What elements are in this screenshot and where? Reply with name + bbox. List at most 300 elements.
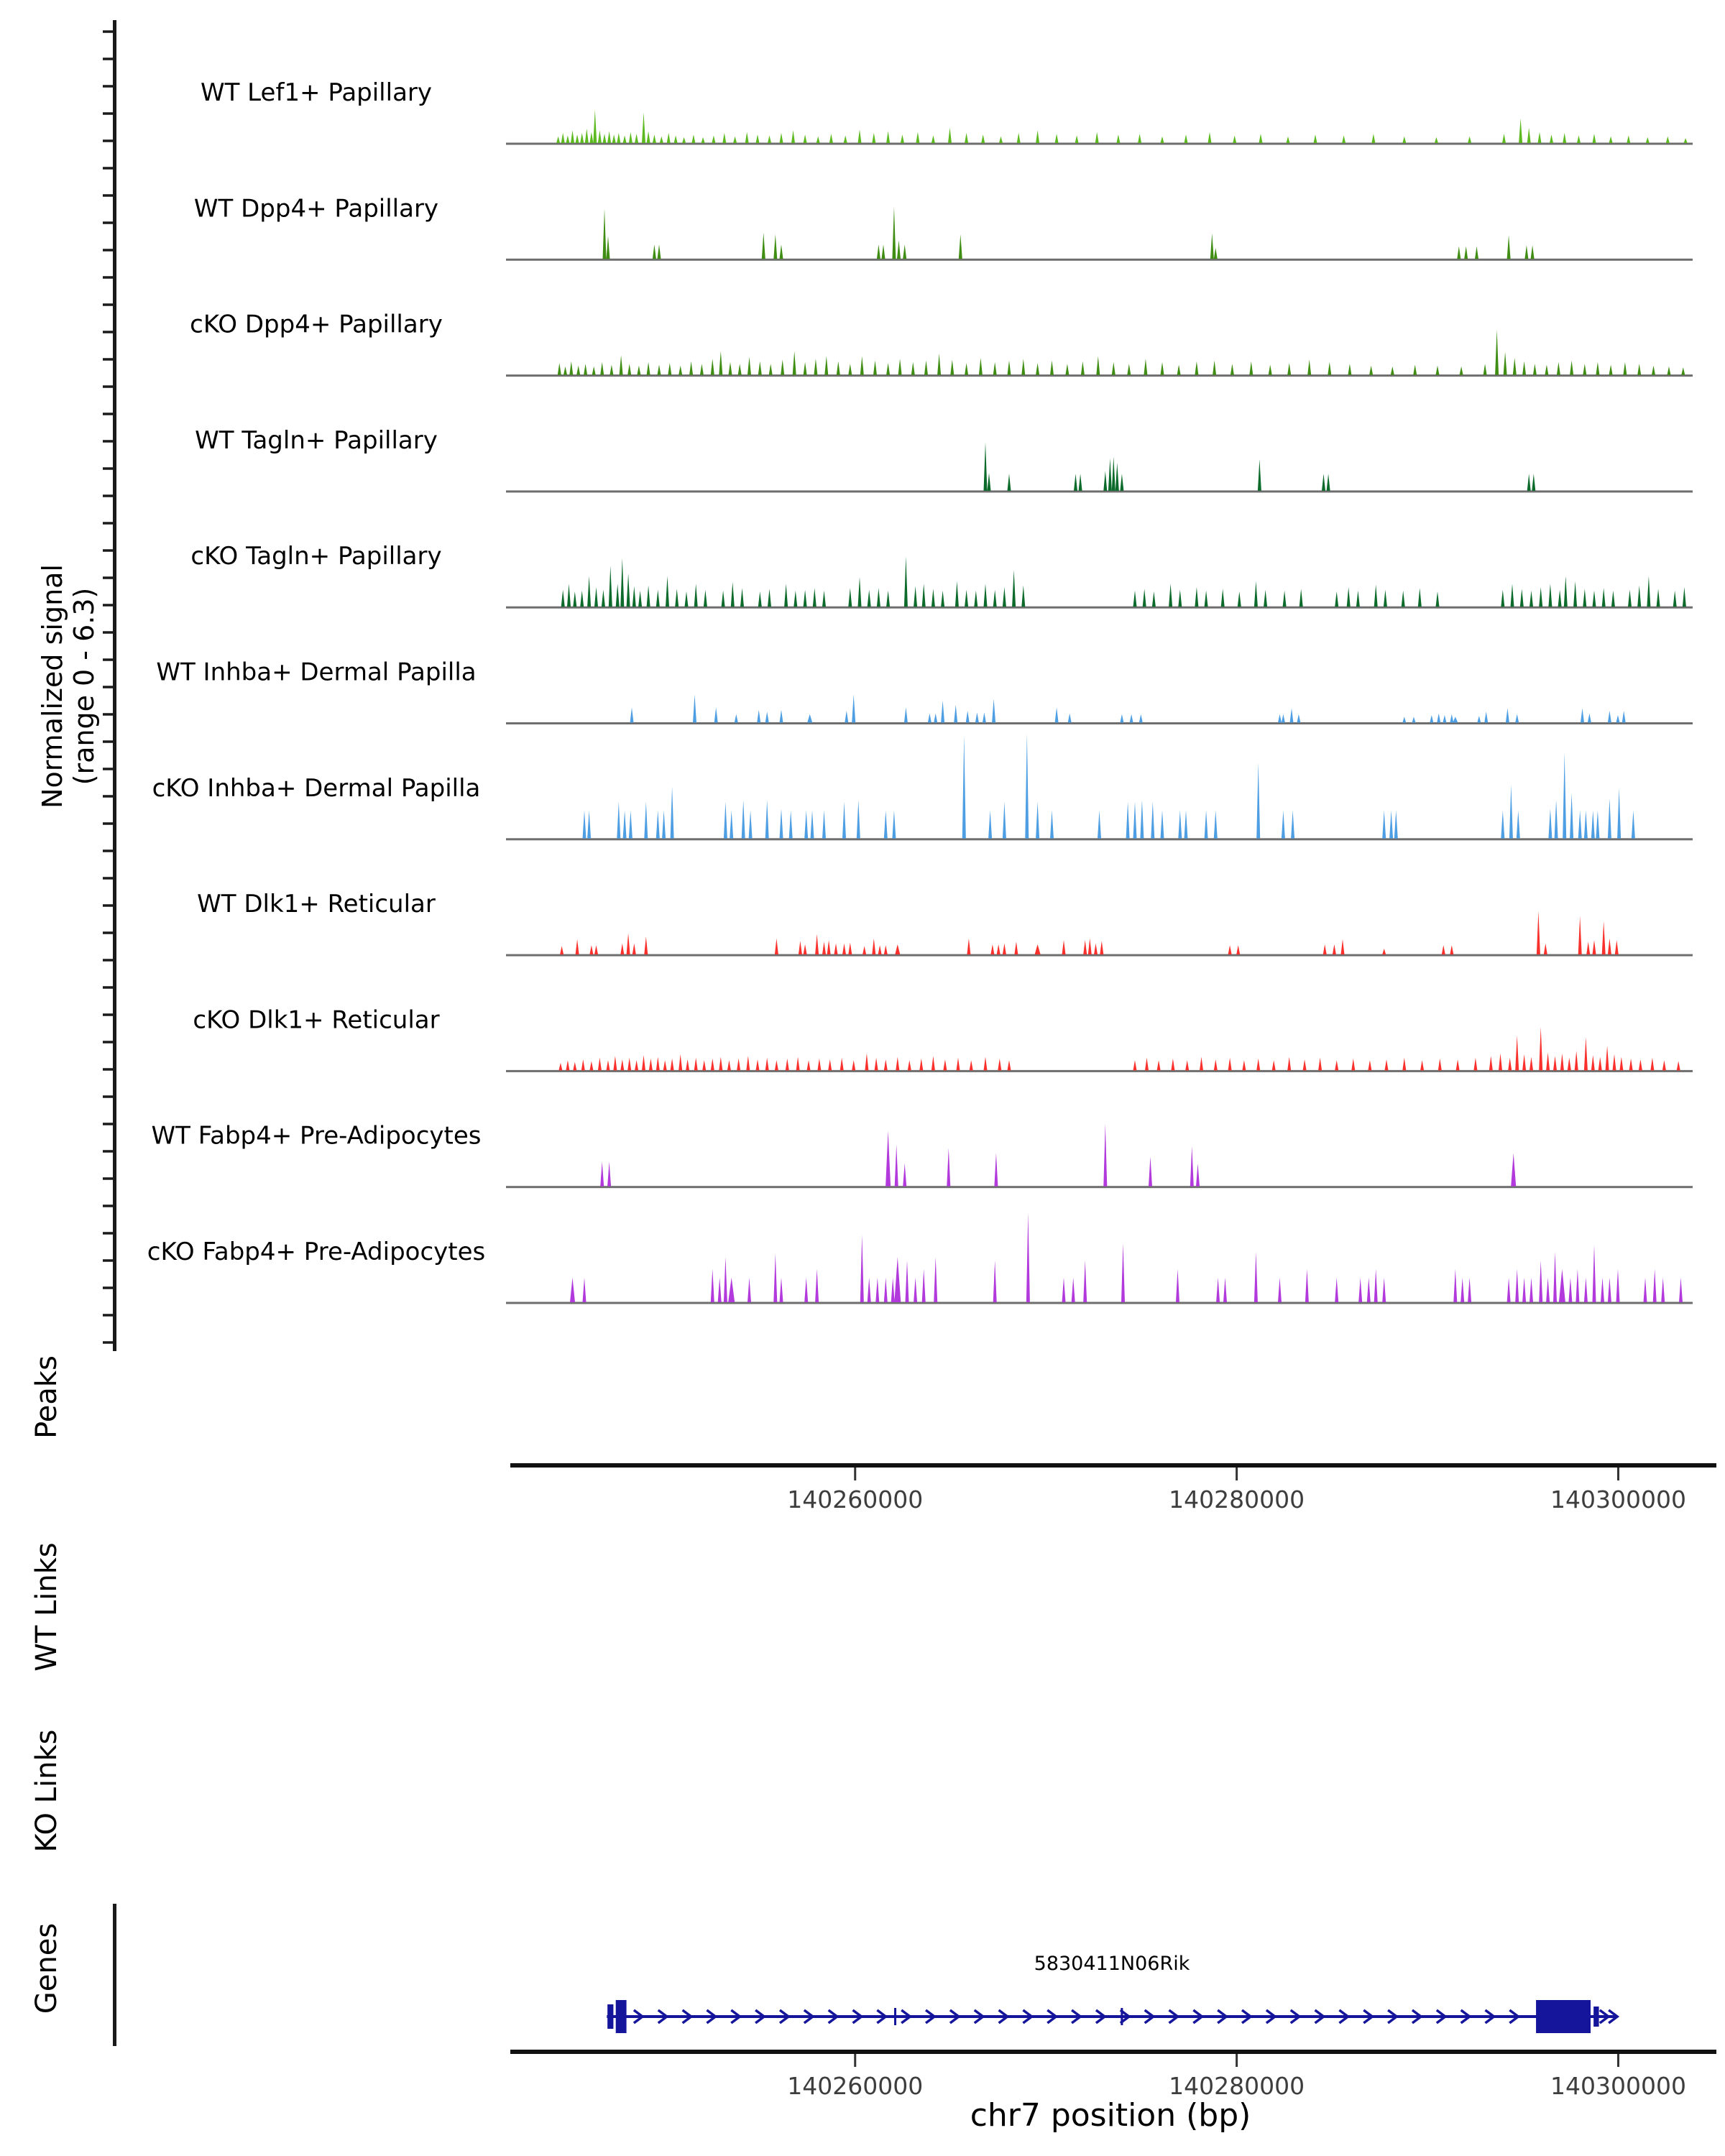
signal-peak bbox=[1305, 1269, 1309, 1302]
signal-peak bbox=[993, 590, 997, 607]
signal-peak bbox=[1544, 944, 1547, 954]
signal-peak bbox=[1079, 474, 1082, 491]
signal-peak bbox=[1530, 1057, 1533, 1071]
signal-peak bbox=[1588, 714, 1591, 723]
signal-peak bbox=[649, 1059, 653, 1071]
signal-peak bbox=[1666, 137, 1670, 143]
signal-peak bbox=[1436, 366, 1440, 375]
signal-peak bbox=[1036, 130, 1039, 143]
signal-peak bbox=[762, 233, 765, 259]
section-label-ko-links: KO Links bbox=[30, 1729, 63, 1853]
signal-peak bbox=[941, 591, 944, 607]
gene-exon-tick bbox=[894, 2008, 896, 2025]
signal-peak bbox=[731, 582, 735, 607]
signal-peak bbox=[1036, 802, 1039, 839]
signal-peak bbox=[1557, 362, 1560, 375]
signal-peak bbox=[848, 943, 852, 955]
signal-peak bbox=[620, 1059, 624, 1070]
signal-peak bbox=[934, 1257, 937, 1302]
signal-peak bbox=[804, 1278, 808, 1302]
signal-peak bbox=[784, 584, 788, 607]
signal-peak bbox=[988, 473, 991, 491]
signal-peak bbox=[1095, 132, 1099, 143]
signal-peak bbox=[1074, 474, 1077, 491]
signal-peak bbox=[780, 808, 783, 839]
signal-peak bbox=[892, 207, 896, 259]
signal-peak bbox=[1546, 1278, 1550, 1302]
signal-peak bbox=[1581, 709, 1584, 723]
signal-peak bbox=[1382, 1278, 1386, 1302]
signal-peak bbox=[872, 939, 875, 954]
signal-peak bbox=[700, 364, 704, 374]
signal-peak bbox=[1177, 365, 1181, 375]
signal-peak bbox=[735, 714, 738, 723]
signal-peak bbox=[1527, 128, 1531, 143]
signal-peak bbox=[1637, 364, 1641, 374]
signal-peak bbox=[714, 707, 718, 722]
signal-peak bbox=[882, 244, 886, 259]
signal-peak bbox=[656, 590, 660, 607]
signal-peak bbox=[848, 364, 852, 374]
signal-peak bbox=[858, 577, 862, 607]
signal-peak bbox=[852, 1060, 855, 1070]
signal-peak bbox=[1098, 811, 1101, 839]
signal-peak bbox=[742, 800, 745, 838]
signal-peak bbox=[1017, 133, 1021, 143]
signal-peak bbox=[567, 584, 571, 607]
signal-peak bbox=[1473, 1058, 1477, 1071]
signal-peak bbox=[884, 811, 888, 839]
x-axis bbox=[510, 2050, 1716, 2100]
signal-peak bbox=[962, 735, 966, 839]
signal-peak bbox=[919, 1059, 923, 1071]
signal-peak bbox=[1003, 802, 1006, 839]
signal-peak bbox=[1611, 591, 1615, 607]
signal-peak bbox=[1418, 588, 1422, 607]
track-label: WT Dpp4+ Papillary bbox=[193, 194, 439, 224]
signal-peak bbox=[1515, 714, 1519, 723]
signal-peak bbox=[668, 363, 671, 374]
signal-peak bbox=[922, 1269, 926, 1302]
signal-peak bbox=[694, 584, 698, 607]
signal-peak bbox=[1522, 1054, 1526, 1070]
signal-peak bbox=[623, 811, 627, 839]
signal-peak bbox=[1545, 365, 1548, 375]
x-axis-title: chr7 position (bp) bbox=[970, 2097, 1251, 2134]
signal-peak bbox=[984, 584, 988, 607]
signal-peak bbox=[1437, 714, 1440, 723]
signal-peak bbox=[1609, 365, 1613, 375]
signal-peak bbox=[1264, 590, 1267, 607]
signal-peak bbox=[842, 944, 846, 954]
signal-peak bbox=[635, 134, 638, 143]
signal-peak bbox=[1008, 361, 1011, 375]
signal-peak bbox=[666, 576, 669, 607]
signal-peak bbox=[898, 359, 902, 374]
signal-peak bbox=[660, 137, 663, 143]
signal-peak bbox=[758, 591, 762, 607]
signal-peak bbox=[804, 134, 807, 143]
signal-peak bbox=[1133, 591, 1137, 607]
signal-peak bbox=[1328, 362, 1331, 375]
signal-peak bbox=[1287, 363, 1291, 374]
signal-peak bbox=[906, 1261, 909, 1302]
signal-peak bbox=[1120, 714, 1123, 723]
axis-tick-label: 140300000 bbox=[1550, 1485, 1686, 1514]
signal-peak bbox=[600, 1161, 604, 1186]
signal-peak bbox=[1646, 137, 1650, 143]
signal-peak bbox=[1583, 364, 1586, 374]
signal-peak bbox=[566, 1060, 569, 1070]
signal-peak bbox=[627, 934, 630, 955]
signal-peak bbox=[1615, 940, 1619, 954]
signal-peak bbox=[773, 234, 777, 259]
signal-peak bbox=[1616, 715, 1620, 723]
signal-peak bbox=[829, 134, 833, 143]
signal-peak bbox=[653, 244, 656, 259]
signal-peak bbox=[617, 133, 620, 143]
signal-peak bbox=[1300, 589, 1303, 607]
signal-peak bbox=[1661, 1278, 1665, 1302]
signal-peak bbox=[674, 136, 678, 144]
signal-peak bbox=[607, 1161, 611, 1186]
signal-peak bbox=[1205, 811, 1208, 839]
signal-peak bbox=[635, 1060, 638, 1070]
signal-peak bbox=[1072, 1278, 1075, 1302]
signal-peak bbox=[1456, 1059, 1460, 1070]
signal-peak bbox=[1657, 589, 1660, 607]
signal-peak bbox=[686, 1059, 689, 1070]
signal-peak bbox=[872, 133, 875, 143]
signal-peak bbox=[998, 1059, 1001, 1071]
signal-peak bbox=[1684, 138, 1688, 143]
signal-peak bbox=[637, 366, 640, 375]
signal-peak bbox=[928, 714, 932, 723]
signal-peak bbox=[1560, 1054, 1564, 1071]
signal-peak bbox=[1570, 793, 1573, 839]
signal-peak bbox=[1112, 457, 1116, 491]
signal-peak bbox=[580, 133, 584, 143]
signal-peak bbox=[807, 714, 812, 723]
signal-peak bbox=[804, 362, 807, 375]
signal-peak bbox=[1533, 364, 1537, 374]
signal-peak bbox=[1602, 588, 1606, 607]
track-baseline bbox=[506, 490, 1693, 492]
signal-peak bbox=[1278, 1278, 1282, 1302]
signal-peak bbox=[1593, 940, 1596, 954]
signal-peak bbox=[644, 936, 648, 954]
signal-peak bbox=[1297, 714, 1300, 723]
signal-peak bbox=[1583, 589, 1586, 607]
signal-peak bbox=[1121, 1243, 1125, 1302]
signal-peak bbox=[598, 130, 602, 143]
signal-peak bbox=[1539, 1027, 1542, 1071]
signal-peak bbox=[1653, 1269, 1657, 1302]
signal-peak bbox=[627, 1058, 631, 1071]
signal-peak bbox=[589, 132, 593, 143]
signal-peak bbox=[943, 1059, 947, 1070]
signal-peak bbox=[593, 110, 597, 143]
signal-peak bbox=[965, 363, 968, 374]
signal-peak bbox=[886, 132, 890, 144]
signal-peak bbox=[1335, 1278, 1338, 1302]
track-label: WT Tagln+ Papillary bbox=[195, 425, 438, 455]
signal-peak bbox=[594, 587, 598, 607]
signal-peak bbox=[1184, 134, 1188, 143]
signal-peak bbox=[1647, 576, 1650, 607]
signal-peak bbox=[733, 137, 737, 143]
signal-peak bbox=[1608, 1278, 1611, 1302]
signal-peak bbox=[842, 802, 846, 839]
signal-peak bbox=[1546, 1053, 1550, 1071]
axis-tick-label: 140260000 bbox=[787, 1485, 924, 1514]
signal-peak bbox=[1450, 945, 1453, 954]
signal-peak bbox=[904, 707, 908, 722]
signal-peak bbox=[671, 786, 674, 838]
signal-peak bbox=[756, 134, 760, 143]
signal-peak bbox=[895, 944, 900, 954]
signal-peak bbox=[1438, 1059, 1442, 1071]
signal-peak bbox=[916, 132, 919, 143]
gene-model bbox=[607, 2000, 1617, 2033]
signal-peak bbox=[1578, 811, 1582, 839]
signal-peak bbox=[1511, 584, 1514, 607]
signal-peak bbox=[988, 811, 992, 839]
signal-peak bbox=[1088, 939, 1092, 954]
signal-peak bbox=[1221, 589, 1225, 607]
signal-peak bbox=[993, 1261, 997, 1302]
signal-peak bbox=[966, 711, 970, 723]
signal-peak bbox=[576, 134, 579, 143]
signal-peak bbox=[632, 586, 636, 607]
signal-peak bbox=[1116, 134, 1120, 143]
signal-peak bbox=[807, 1060, 811, 1070]
signal-peak bbox=[1096, 356, 1100, 375]
signal-peak bbox=[1515, 1269, 1519, 1302]
signal-peak bbox=[728, 1278, 735, 1302]
signal-peak bbox=[1382, 811, 1386, 839]
gene-exon bbox=[607, 2004, 613, 2029]
signal-peak bbox=[667, 133, 671, 143]
signal-peak bbox=[1575, 1051, 1578, 1070]
signal-peak bbox=[828, 1059, 832, 1070]
track-baseline bbox=[506, 259, 1693, 261]
signal-peak bbox=[1094, 944, 1098, 954]
signal-peak bbox=[914, 1278, 917, 1302]
signal-peak bbox=[702, 1060, 706, 1070]
signal-peak bbox=[1593, 1245, 1596, 1303]
signal-peak bbox=[769, 364, 773, 374]
signal-peak bbox=[1598, 1057, 1602, 1071]
y-axis-label-line1: Normalized signal bbox=[37, 564, 68, 808]
signal-peak bbox=[908, 1060, 911, 1070]
signal-peak bbox=[1081, 361, 1085, 375]
signal-peak bbox=[724, 802, 727, 839]
signal-peak bbox=[1679, 1278, 1683, 1302]
signal-peak bbox=[824, 356, 828, 375]
signal-peak bbox=[1130, 714, 1133, 723]
signal-peak bbox=[1430, 715, 1433, 723]
signal-peak bbox=[1539, 587, 1542, 607]
signal-peak bbox=[1254, 1252, 1258, 1302]
signal-peak bbox=[796, 1057, 800, 1071]
signal-peak bbox=[1531, 245, 1535, 259]
signal-peak bbox=[1347, 587, 1351, 607]
signal-peak bbox=[1133, 802, 1137, 839]
signal-peak bbox=[804, 811, 808, 839]
signal-track bbox=[201, 78, 1693, 145]
signal-peak bbox=[1382, 949, 1386, 954]
signal-peak bbox=[1420, 1060, 1424, 1070]
gene-exon bbox=[616, 2000, 627, 2033]
signal-peak bbox=[1507, 1278, 1511, 1302]
signal-peak bbox=[617, 802, 620, 839]
signal-peak bbox=[773, 1253, 777, 1302]
signal-peak bbox=[903, 1164, 906, 1187]
signal-peak bbox=[1213, 361, 1216, 375]
signal-peak bbox=[1644, 1278, 1647, 1302]
peaks-axis bbox=[510, 1463, 1716, 1514]
signal-track bbox=[193, 1005, 1693, 1072]
signal-peak bbox=[1550, 134, 1553, 143]
signal-peak bbox=[749, 811, 753, 839]
signal-peak bbox=[573, 591, 576, 607]
signal-peak bbox=[1100, 941, 1103, 954]
signal-peak bbox=[993, 362, 997, 375]
signal-peak bbox=[603, 208, 607, 259]
signal-peak bbox=[620, 944, 624, 954]
signal-peak bbox=[600, 362, 604, 375]
signal-peak bbox=[1214, 248, 1218, 259]
signal-peak bbox=[768, 589, 771, 607]
signal-peak bbox=[1519, 119, 1522, 143]
signal-peak bbox=[1126, 802, 1130, 839]
signal-peak bbox=[627, 573, 630, 607]
signal-peak bbox=[607, 236, 610, 259]
signal-peak bbox=[1577, 136, 1581, 144]
axis-tick-label: 140280000 bbox=[1169, 2072, 1305, 2100]
signal-peak bbox=[1453, 717, 1458, 722]
signal-peak bbox=[1475, 247, 1478, 259]
signal-peak bbox=[1145, 1058, 1149, 1071]
signal-peak bbox=[781, 359, 784, 374]
signal-peak bbox=[1477, 716, 1481, 722]
signal-peak bbox=[1673, 591, 1677, 607]
signal-peak bbox=[675, 589, 678, 607]
signal-peak bbox=[569, 361, 573, 375]
signal-peak bbox=[662, 811, 666, 839]
signal-peak bbox=[1003, 587, 1006, 607]
signal-peak bbox=[891, 1278, 895, 1302]
signal-peak bbox=[1558, 590, 1562, 607]
signal-peak bbox=[1358, 1278, 1362, 1302]
signal-peak bbox=[892, 811, 896, 839]
signal-peak bbox=[1008, 474, 1011, 491]
signal-peak bbox=[745, 132, 749, 143]
signal-peak bbox=[1389, 811, 1393, 839]
signal-peak bbox=[1384, 590, 1387, 607]
signal-peak bbox=[727, 1060, 731, 1070]
signal-peak bbox=[587, 811, 591, 839]
signal-peak bbox=[1021, 586, 1025, 607]
signal-peak bbox=[992, 699, 995, 722]
signal-peak bbox=[1228, 1058, 1232, 1071]
signal-peak bbox=[845, 711, 848, 723]
signal-peak bbox=[1314, 134, 1317, 143]
signal-peak bbox=[1513, 358, 1517, 375]
signal-peak bbox=[576, 366, 580, 375]
signal-peak bbox=[1214, 811, 1218, 839]
signal-peak bbox=[1083, 1261, 1087, 1302]
signal-peak bbox=[1453, 1269, 1457, 1302]
track-label: cKO Inhba+ Dermal Papilla bbox=[152, 773, 481, 803]
signal-peak bbox=[1548, 584, 1552, 607]
signal-peak bbox=[1120, 474, 1123, 491]
signal-peak bbox=[1008, 1060, 1011, 1070]
signal-track bbox=[197, 890, 1693, 957]
signal-peak bbox=[1151, 802, 1154, 839]
signal-peak bbox=[740, 588, 744, 607]
signal-peak bbox=[1484, 711, 1488, 722]
signal-peak bbox=[1460, 1278, 1464, 1302]
signal-peak bbox=[1619, 1057, 1623, 1071]
signal-peak bbox=[594, 945, 598, 954]
signal-peak bbox=[583, 1278, 586, 1302]
signal-peak bbox=[1014, 941, 1018, 954]
signal-peak bbox=[1200, 1057, 1203, 1071]
signal-peak bbox=[1062, 1278, 1066, 1302]
signal-peak bbox=[1538, 132, 1542, 143]
signal-track bbox=[156, 658, 1693, 725]
signal-peak bbox=[1623, 362, 1627, 375]
signal-peak bbox=[1555, 800, 1558, 838]
signal-peak bbox=[1508, 1058, 1512, 1071]
signal-peak bbox=[702, 137, 705, 143]
signal-peak bbox=[947, 1148, 950, 1186]
section-label-wt-links: WT Links bbox=[30, 1542, 63, 1672]
signal-peak bbox=[875, 1278, 879, 1302]
axis-tick-label: 140260000 bbox=[787, 2072, 924, 2100]
signal-peak bbox=[685, 591, 689, 607]
signal-peak bbox=[780, 1278, 783, 1302]
signal-peak bbox=[1506, 709, 1509, 723]
signal-peak bbox=[765, 800, 769, 838]
signal-peak bbox=[1368, 1060, 1371, 1070]
signal-peak bbox=[896, 1057, 899, 1071]
signal-peak bbox=[860, 1235, 864, 1302]
signal-peak bbox=[1335, 1060, 1338, 1070]
signal-peak bbox=[647, 362, 650, 375]
signal-peak bbox=[1184, 811, 1188, 839]
y-axis-label-line2: (range 0 - 6.3) bbox=[68, 587, 100, 786]
signal-peak bbox=[757, 710, 760, 723]
signal-track bbox=[147, 1212, 1693, 1304]
axis-line bbox=[510, 1463, 1716, 1468]
signal-peak bbox=[580, 591, 584, 607]
signal-peak bbox=[1367, 1278, 1371, 1302]
signal-peak bbox=[724, 1257, 727, 1302]
signal-peak bbox=[746, 1056, 750, 1070]
signal-peak bbox=[1593, 591, 1596, 607]
signal-peak bbox=[691, 134, 695, 143]
signal-peak bbox=[1233, 136, 1236, 144]
signal-peak bbox=[1563, 752, 1566, 839]
track-label: WT Lef1+ Papillary bbox=[200, 78, 433, 107]
signal-peak bbox=[609, 566, 612, 607]
signal-peak bbox=[1327, 474, 1330, 491]
signal-peak bbox=[1613, 1054, 1616, 1070]
signal-peak bbox=[678, 1054, 682, 1070]
